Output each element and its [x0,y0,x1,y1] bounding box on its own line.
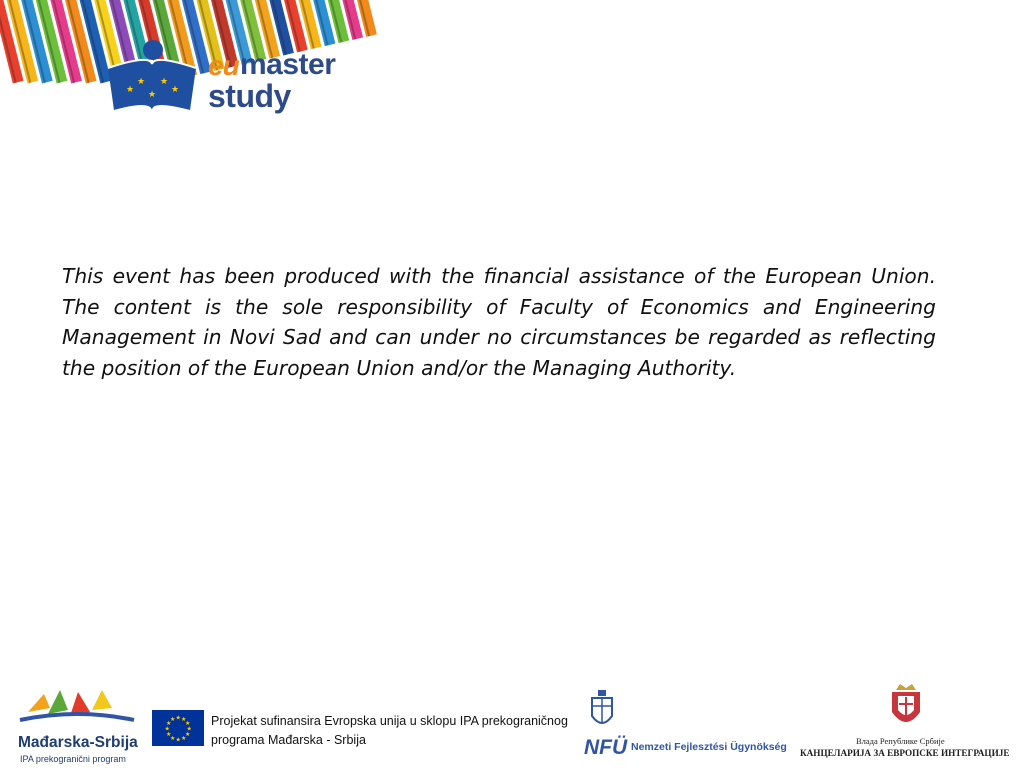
footer-logos [0,672,1024,768]
svg-text:★: ★ [171,84,180,94]
flag-star-icon: ★ [175,737,181,744]
madjarska-srbija-logo [14,684,142,768]
serbian-coat-of-arms-icon [888,682,924,734]
government-office-name: КАНЦЕЛАРИЈА ЗА ЕВРОПСКЕ ИНТЕГРАЦИЈЕ [800,748,1010,758]
flag-star-icon: ★ [170,716,176,723]
hungarian-crest-icon [590,690,614,734]
flag-star-icon: ★ [185,732,191,738]
eu-disclaimer-text: This event has been produced with the financial assistance of the European Union. The content is the sole responsibility of Faculty of Economics and Engineering Management in Novi Sad and can under no circumstances be regarded as reflecting the position of the European Union and/or the Managing Authority. [62,264,936,380]
nfu-agency-name: Nemzeti Fejlesztési Ügynökség [631,741,787,753]
ipa-cofinancing-text [211,712,568,750]
flag-star-icon: ★ [186,726,192,733]
government-line-1: Влада Републике Србије [856,736,945,746]
program-emblem-icon [14,684,142,734]
ipa-line-1: Projekat sufinansira Evropska unija u sklopu IPA prekograničnog [211,714,568,728]
nfu-logo: NFÜ [584,736,628,759]
svg-text:★: ★ [148,89,157,99]
logo-eu-text: eu [208,50,239,81]
svg-text:★: ★ [137,76,146,86]
eu-flag-icon [152,710,204,746]
svg-text:★: ★ [160,76,169,86]
flag-star-icon: ★ [175,715,181,722]
logo-study-text: study [208,78,291,114]
logo-master-text: master [240,48,336,81]
svg-text:★: ★ [126,84,135,94]
flag-star-icon: ★ [164,726,170,733]
flag-star-icon: ★ [165,721,172,727]
flag-star-icon: ★ [185,721,191,727]
flag-star-icon: ★ [170,736,176,743]
flag-star-icon: ★ [181,736,187,743]
eu-master-study-logo [0,0,380,130]
ipa-line-2: programa Mađarska - Srbija [211,733,366,747]
program-name: Mađarska-Srbija [18,734,138,751]
flag-star-icon: ★ [165,732,172,738]
program-subtitle: IPA prekogranični program [20,754,126,764]
flag-star-icon: ★ [181,716,187,723]
